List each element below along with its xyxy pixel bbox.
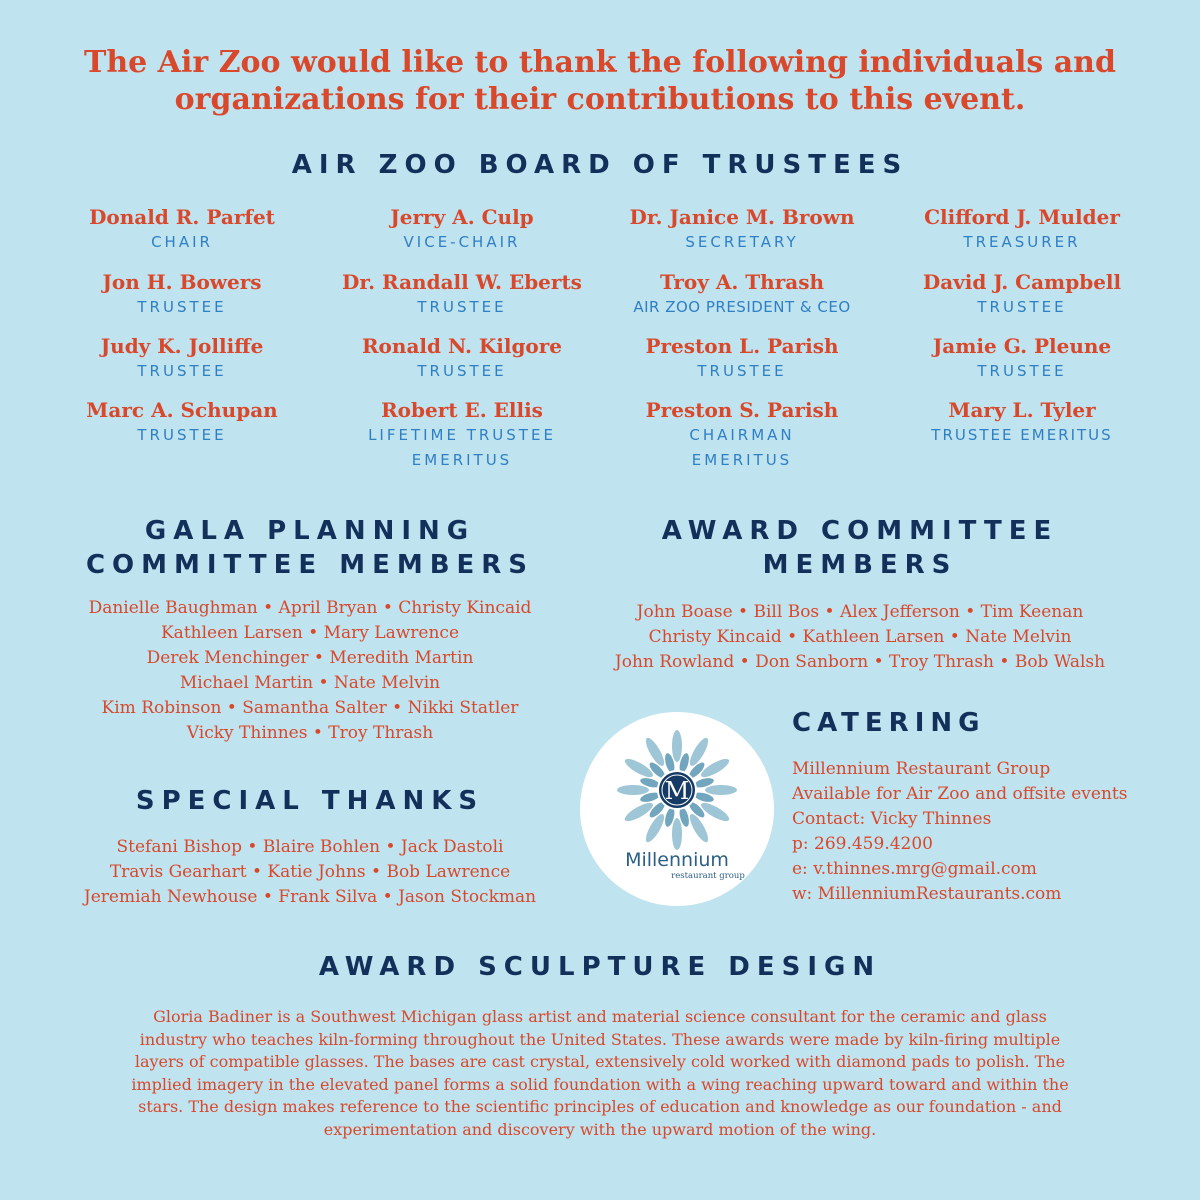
trustee-role: TRUSTEE	[137, 362, 227, 380]
trustee-role: SECRETARY	[685, 233, 799, 251]
millennium-logo-graphic	[580, 712, 774, 906]
trustee-entry	[322, 333, 602, 384]
trustee-entry	[882, 269, 1162, 320]
intro-line-1: The Air Zoo would like to thank the following individuals and	[84, 45, 1116, 80]
trustee-role: TRUSTEE	[417, 298, 507, 316]
design-line: industry who teaches kiln-forming throughout the United States. These awards were made by kiln-firing multiple	[139, 1029, 1061, 1049]
trustee-role: TRUSTEE EMERITUS	[931, 426, 1113, 444]
trustee-name: Troy A. Thrash	[659, 270, 825, 294]
catering-website[interactable]: w: MillenniumRestaurants.com	[792, 884, 1062, 904]
trustee-role: VICE-CHAIR	[403, 233, 521, 251]
trustee-entry	[602, 269, 882, 320]
catering-contact: Contact: Vicky Thinnes	[792, 809, 992, 829]
special-thanks-line: Travis Gearhart • Katie Johns • Bob Lawrence	[109, 862, 511, 882]
trustee-role: TRUSTEE	[977, 298, 1067, 316]
trustee-entry	[882, 397, 1162, 448]
award-member-line: John Rowland • Don Sanborn • Troy Thrash • Bob Walsh	[614, 652, 1106, 672]
award-committee-heading	[590, 514, 1130, 582]
trustee-entry	[42, 333, 322, 384]
trustee-name: Dr. Janice M. Brown	[629, 205, 855, 229]
trustee-name: Jon H. Bowers	[102, 270, 262, 294]
millennium-logo	[580, 712, 774, 906]
trustee-entry	[322, 397, 602, 473]
trustee-name: Donald R. Parfet	[89, 205, 275, 229]
design-line: layers of compatible glasses. The bases are cast crystal, extensively cold worked with diamond pads to polish. The	[134, 1052, 1066, 1071]
trustee-name: Jerry A. Culp	[390, 205, 534, 229]
trustee-name: Jamie G. Pleune	[932, 334, 1112, 358]
award-committee-heading-line-1: AWARD COMMITTEE	[661, 516, 1059, 546]
trustee-name: Judy K. Jolliffe	[100, 334, 264, 358]
catering-details	[792, 757, 1127, 907]
trustees-heading: AIR ZOO BOARD OF TRUSTEES	[291, 150, 909, 180]
intro-line-2: organizations for their contributions to this event.	[174, 82, 1026, 117]
trustee-name: Robert E. Ellis	[381, 398, 543, 422]
trustee-role: LIFETIME TRUSTEE	[368, 426, 556, 444]
trustee-name: Preston L. Parish	[645, 334, 839, 358]
trustee-entry	[42, 269, 322, 320]
trustee-entry	[322, 269, 602, 320]
trustee-role: TRUSTEE	[697, 362, 787, 380]
catering-company: Millennium Restaurant Group	[792, 759, 1051, 779]
trustee-entry	[602, 397, 882, 473]
trustee-entry	[882, 333, 1162, 384]
trustee-name: Ronald N. Kilgore	[361, 334, 563, 358]
trustee-role-line-2: EMERITUS	[691, 451, 793, 469]
trustee-entry	[322, 204, 602, 255]
trustee-role: CHAIRMAN	[689, 426, 795, 444]
trustee-entry	[882, 204, 1162, 255]
trustee-entry	[42, 204, 322, 255]
gala-member-line: Kathleen Larsen • Mary Lawrence	[160, 623, 459, 643]
gala-member-line: Derek Menchinger • Meredith Martin	[146, 648, 474, 668]
trustee-name: Dr. Randall W. Eberts	[342, 270, 582, 294]
trustee-name: David J. Campbell	[922, 270, 1122, 294]
trustee-role: CHAIR	[151, 233, 213, 251]
gala-member-line: Kim Robinson • Samantha Salter • Nikki Statler	[101, 698, 519, 718]
design-description	[50, 1006, 1150, 1141]
trustee-role: TRUSTEE	[977, 362, 1067, 380]
trustee-role: TRUSTEE	[137, 426, 227, 444]
design-heading: AWARD SCULPTURE DESIGN	[318, 952, 882, 982]
catering-email[interactable]: e: v.thinnes.mrg@gmail.com	[792, 859, 1037, 879]
intro-text	[60, 44, 1140, 118]
trustee-role-line-2: EMERITUS	[411, 451, 513, 469]
trustee-role: AIR ZOO PRESIDENT & CEO	[633, 298, 851, 316]
trustee-name: Preston S. Parish	[645, 398, 839, 422]
special-thanks-heading: SPECIAL THANKS	[135, 786, 485, 816]
gala-heading-line-1: GALA PLANNING	[144, 516, 476, 546]
special-thanks-line: Jeremiah Newhouse • Frank Silva • Jason Stockman	[83, 887, 537, 907]
award-member-line: Christy Kincaid • Kathleen Larsen • Nate Melvin	[648, 627, 1072, 647]
trustee-role: TRUSTEE	[137, 298, 227, 316]
design-line: stars. The design makes reference to the scientific principles of education and knowledge as our foundation - and	[138, 1097, 1062, 1116]
special-thanks-line: Stefani Bishop • Blaire Bohlen • Jack Dastoli	[116, 837, 504, 857]
trustee-role: TRUSTEE	[417, 362, 507, 380]
design-line: experimentation and discovery with the upward motion of the wing.	[323, 1119, 877, 1139]
gala-member-line: Vicky Thinnes • Troy Thrash	[186, 723, 434, 743]
design-line: implied imagery in the elevated panel forms a solid foundation with a wing reaching upward toward and within the	[131, 1074, 1069, 1094]
gala-heading-line-2: COMMITTEE MEMBERS	[85, 550, 535, 580]
catering-heading: CATERING	[792, 708, 986, 738]
trustee-entry	[42, 397, 322, 448]
gala-member-list	[20, 596, 600, 746]
trustee-role: TREASURER	[963, 233, 1081, 251]
gala-member-line: Danielle Baughman • April Bryan • Christy Kincaid	[88, 598, 532, 618]
award-committee-list	[580, 600, 1140, 675]
gala-member-line: Michael Martin • Nate Melvin	[179, 673, 441, 693]
trustee-entry	[602, 204, 882, 255]
gala-heading	[40, 514, 580, 582]
award-member-line: John Boase • Bill Bos • Alex Jefferson • Tim Keenan	[636, 602, 1084, 622]
trustee-name: Clifford J. Mulder	[924, 205, 1120, 229]
catering-availability: Available for Air Zoo and offsite events	[792, 784, 1128, 804]
catering-phone: p: 269.459.4200	[792, 834, 933, 854]
logo-tagline: restaurant group	[671, 871, 745, 881]
special-thanks-list	[20, 835, 600, 910]
logo-name: Millennium	[625, 849, 729, 871]
design-line: Gloria Badiner is a Southwest Michigan glass artist and material science consultant for the ceramic and glass	[153, 1007, 1047, 1026]
logo-letter: M	[664, 777, 690, 805]
trustee-name: Marc A. Schupan	[86, 398, 278, 422]
trustee-name: Mary L. Tyler	[948, 398, 1096, 422]
trustee-entry	[602, 333, 882, 384]
award-committee-heading-line-2: MEMBERS	[762, 550, 958, 580]
